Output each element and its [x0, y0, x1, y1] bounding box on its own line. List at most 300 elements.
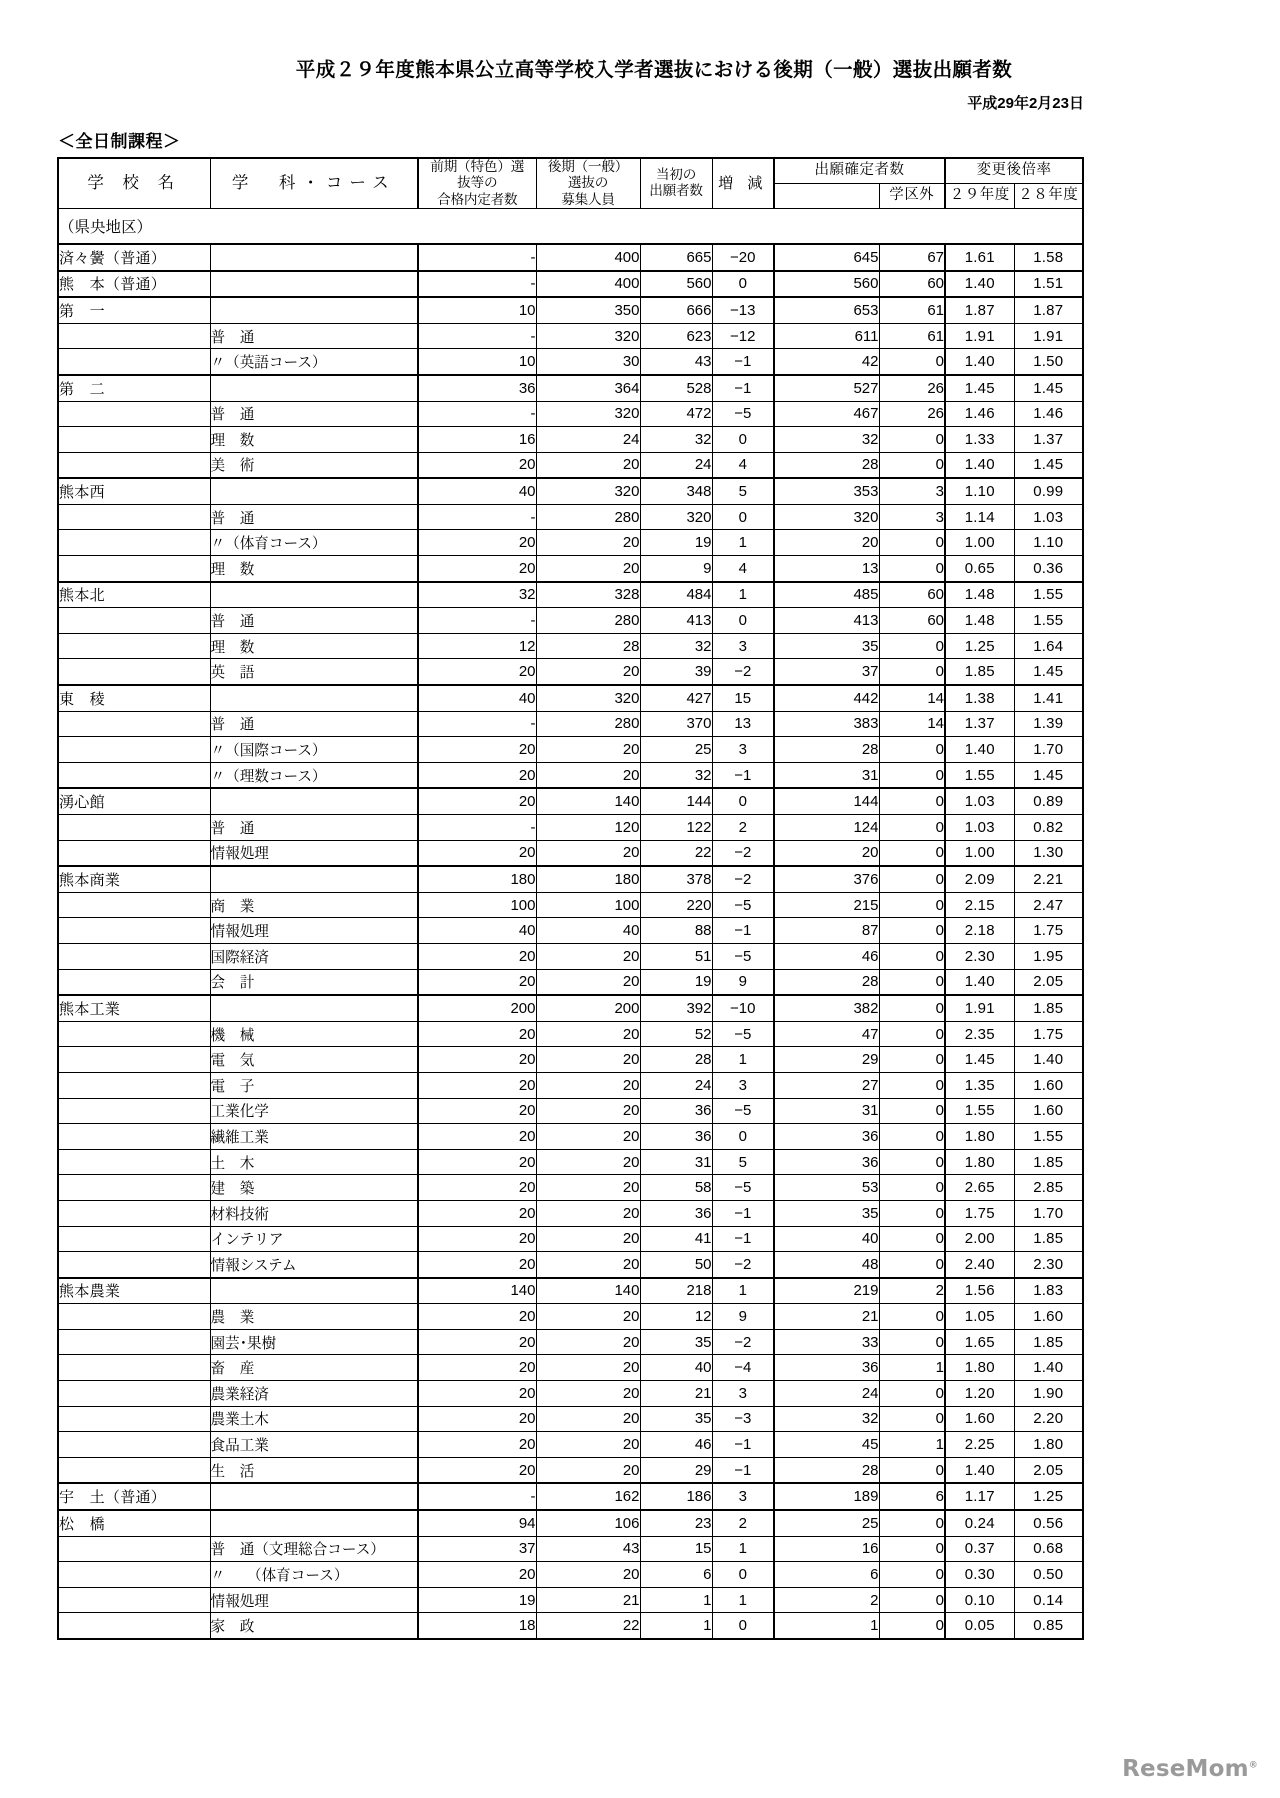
- cell-outside-district: 0: [879, 762, 945, 788]
- cell-confirmed-applicants: 36: [774, 1355, 879, 1381]
- cell-school-name: 熊本商業: [58, 866, 210, 892]
- cell-change: −1: [712, 349, 774, 375]
- cell-confirmed-applicants: 653: [774, 297, 879, 323]
- cell-change: 3: [712, 1483, 774, 1510]
- cell-zenki-admitted: -: [418, 711, 536, 737]
- cell-kouki-capacity: 20: [536, 1047, 640, 1073]
- cell-department: 家 政: [210, 1613, 418, 1639]
- cell-kouki-capacity: 140: [536, 1278, 640, 1304]
- cell-department: 〃（英語コース）: [210, 349, 418, 375]
- cell-department: 〃（体育コース）: [210, 530, 418, 556]
- cell-outside-district: 26: [879, 375, 945, 401]
- cell-ratio-28: 1.85: [1014, 995, 1083, 1021]
- cell-confirmed-applicants: 29: [774, 1047, 879, 1073]
- cell-confirmed-applicants: 28: [774, 1457, 879, 1483]
- cell-confirmed-applicants: 45: [774, 1432, 879, 1458]
- cell-department: 材料技術: [210, 1200, 418, 1226]
- cell-ratio-28: 1.91: [1014, 323, 1083, 349]
- cell-ratio-28: 1.70: [1014, 737, 1083, 763]
- cell-school-name: [58, 1355, 210, 1381]
- table-header: [58, 158, 1083, 208]
- cell-confirmed-applicants: 560: [774, 271, 879, 298]
- cell-initial-applicants: 665: [640, 244, 712, 271]
- cell-change: −3: [712, 1406, 774, 1432]
- cell-outside-district: 60: [879, 271, 945, 298]
- cell-ratio-28: 1.40: [1014, 1047, 1083, 1073]
- table-row-course: [58, 323, 1083, 349]
- cell-department: 普 通: [210, 608, 418, 634]
- cell-change: −1: [712, 762, 774, 788]
- table-row-course: [58, 427, 1083, 453]
- cell-confirmed-applicants: 28: [774, 969, 879, 995]
- cell-department: 工業化学: [210, 1098, 418, 1124]
- cell-ratio-29: 1.61: [945, 244, 1014, 271]
- cell-school-name: 第 一: [58, 297, 210, 323]
- cell-department: [210, 375, 418, 401]
- cell-school-name: [58, 1457, 210, 1483]
- cell-department: [210, 1510, 418, 1536]
- cell-change: −1: [712, 375, 774, 401]
- cell-outside-district: 0: [879, 1381, 945, 1407]
- cell-department: 〃 （体育コース）: [210, 1562, 418, 1588]
- cell-ratio-28: 1.30: [1014, 840, 1083, 866]
- cell-ratio-28: 1.83: [1014, 1278, 1083, 1304]
- cell-initial-applicants: 58: [640, 1175, 712, 1201]
- cell-ratio-28: 1.45: [1014, 762, 1083, 788]
- cell-initial-applicants: 32: [640, 633, 712, 659]
- cell-initial-applicants: 1: [640, 1613, 712, 1639]
- cell-outside-district: 0: [879, 452, 945, 478]
- cell-change: −10: [712, 995, 774, 1021]
- cell-ratio-29: 1.55: [945, 1098, 1014, 1124]
- cell-ratio-29: 1.91: [945, 323, 1014, 349]
- cell-change: 0: [712, 427, 774, 453]
- cell-kouki-capacity: 280: [536, 504, 640, 530]
- cell-outside-district: 0: [879, 1536, 945, 1562]
- cell-outside-district: 0: [879, 1047, 945, 1073]
- cell-change: −5: [712, 892, 774, 918]
- cell-department: 園芸･果樹: [210, 1329, 418, 1355]
- cell-kouki-capacity: 20: [536, 1406, 640, 1432]
- cell-ratio-28: 0.89: [1014, 788, 1083, 814]
- cell-school-name: [58, 1329, 210, 1355]
- cell-ratio-29: 1.00: [945, 530, 1014, 556]
- cell-kouki-capacity: 20: [536, 1562, 640, 1588]
- cell-zenki-admitted: 36: [418, 375, 536, 401]
- cell-ratio-29: 1.60: [945, 1406, 1014, 1432]
- cell-kouki-capacity: 28: [536, 633, 640, 659]
- cell-ratio-28: 1.45: [1014, 659, 1083, 685]
- cell-initial-applicants: 50: [640, 1252, 712, 1278]
- cell-kouki-capacity: 320: [536, 323, 640, 349]
- cell-school-name: [58, 1304, 210, 1330]
- cell-outside-district: 0: [879, 815, 945, 841]
- cell-outside-district: 0: [879, 659, 945, 685]
- cell-department: 農 業: [210, 1304, 418, 1330]
- cell-ratio-28: 0.14: [1014, 1587, 1083, 1613]
- table-row-course: [58, 633, 1083, 659]
- cell-change: 0: [712, 271, 774, 298]
- cell-zenki-admitted: -: [418, 504, 536, 530]
- cell-outside-district: 26: [879, 401, 945, 427]
- cell-school-name: [58, 349, 210, 375]
- cell-initial-applicants: 9: [640, 556, 712, 582]
- table-row-school: [58, 866, 1083, 892]
- cell-change: 9: [712, 1304, 774, 1330]
- cell-kouki-capacity: 20: [536, 1432, 640, 1458]
- cell-initial-applicants: 32: [640, 427, 712, 453]
- cell-department: インテリア: [210, 1226, 418, 1252]
- cell-school-name: [58, 737, 210, 763]
- cell-confirmed-applicants: 33: [774, 1329, 879, 1355]
- cell-department: 生 活: [210, 1457, 418, 1483]
- cell-department: 普 通: [210, 504, 418, 530]
- table-body: [58, 208, 1083, 1639]
- cell-confirmed-applicants: 13: [774, 556, 879, 582]
- cell-confirmed-applicants: 31: [774, 1098, 879, 1124]
- cell-zenki-admitted: 20: [418, 1457, 536, 1483]
- col-header-kouki-line3: 募集人員: [561, 191, 615, 207]
- cell-department: [210, 297, 418, 323]
- cell-zenki-admitted: 40: [418, 685, 536, 711]
- cell-kouki-capacity: 20: [536, 1252, 640, 1278]
- cell-confirmed-applicants: 467: [774, 401, 879, 427]
- cell-confirmed-applicants: 53: [774, 1175, 879, 1201]
- cell-zenki-admitted: 20: [418, 1175, 536, 1201]
- cell-ratio-28: 1.55: [1014, 582, 1083, 608]
- cell-school-name: [58, 1124, 210, 1150]
- cell-zenki-admitted: 20: [418, 1432, 536, 1458]
- cell-school-name: [58, 504, 210, 530]
- table-row-course: [58, 530, 1083, 556]
- cell-outside-district: 0: [879, 349, 945, 375]
- cell-kouki-capacity: 20: [536, 737, 640, 763]
- cell-outside-district: 0: [879, 1098, 945, 1124]
- cell-change: −5: [712, 1098, 774, 1124]
- cell-department: 普 通: [210, 815, 418, 841]
- cell-ratio-28: 2.20: [1014, 1406, 1083, 1432]
- cell-kouki-capacity: 140: [536, 788, 640, 814]
- cell-zenki-admitted: 140: [418, 1278, 536, 1304]
- table-row-course: [58, 762, 1083, 788]
- cell-change: −1: [712, 918, 774, 944]
- cell-initial-applicants: 88: [640, 918, 712, 944]
- table-row-course: [58, 401, 1083, 427]
- cell-zenki-admitted: -: [418, 244, 536, 271]
- cell-initial-applicants: 51: [640, 943, 712, 969]
- cell-outside-district: 0: [879, 892, 945, 918]
- cell-kouki-capacity: 20: [536, 556, 640, 582]
- cell-kouki-capacity: 100: [536, 892, 640, 918]
- cell-zenki-admitted: 20: [418, 840, 536, 866]
- cell-ratio-28: 1.64: [1014, 633, 1083, 659]
- cell-school-name: [58, 892, 210, 918]
- table-row-course: [58, 1098, 1083, 1124]
- cell-zenki-admitted: -: [418, 815, 536, 841]
- table-row-course: [58, 1613, 1083, 1639]
- cell-school-name: 熊本北: [58, 582, 210, 608]
- cell-school-name: 宇 土（普通）: [58, 1483, 210, 1510]
- cell-kouki-capacity: 320: [536, 478, 640, 504]
- cell-department: 会 計: [210, 969, 418, 995]
- cell-change: 13: [712, 711, 774, 737]
- cell-outside-district: 0: [879, 1457, 945, 1483]
- cell-ratio-29: 1.75: [945, 1200, 1014, 1226]
- cell-ratio-28: 0.68: [1014, 1536, 1083, 1562]
- table-row-course: [58, 349, 1083, 375]
- cell-outside-district: 6: [879, 1483, 945, 1510]
- cell-school-name: [58, 1047, 210, 1073]
- cell-confirmed-applicants: 219: [774, 1278, 879, 1304]
- cell-kouki-capacity: 400: [536, 244, 640, 271]
- cell-school-name: [58, 1175, 210, 1201]
- col-header-kouki: [536, 158, 640, 208]
- cell-initial-applicants: 427: [640, 685, 712, 711]
- cell-change: −5: [712, 401, 774, 427]
- cell-school-name: [58, 1562, 210, 1588]
- col-header-change: 増 減: [712, 158, 774, 208]
- cell-department: 建 築: [210, 1175, 418, 1201]
- cell-ratio-28: 1.60: [1014, 1098, 1083, 1124]
- cell-outside-district: 60: [879, 608, 945, 634]
- cell-ratio-29: 1.91: [945, 995, 1014, 1021]
- table-row-course: [58, 1149, 1083, 1175]
- cell-zenki-admitted: 20: [418, 1562, 536, 1588]
- document-page: [0, 54, 1280, 1798]
- cell-change: −2: [712, 1329, 774, 1355]
- cell-kouki-capacity: 20: [536, 762, 640, 788]
- cell-confirmed-applicants: 42: [774, 349, 879, 375]
- applicants-table: [57, 157, 1084, 1640]
- cell-zenki-admitted: 20: [418, 1021, 536, 1047]
- cell-department: [210, 1278, 418, 1304]
- cell-department: 機 械: [210, 1021, 418, 1047]
- cell-change: 0: [712, 504, 774, 530]
- cell-kouki-capacity: 162: [536, 1483, 640, 1510]
- cell-initial-applicants: 484: [640, 582, 712, 608]
- cell-ratio-29: 2.25: [945, 1432, 1014, 1458]
- cell-kouki-capacity: 20: [536, 659, 640, 685]
- cell-ratio-29: 1.80: [945, 1124, 1014, 1150]
- cell-ratio-28: 2.05: [1014, 969, 1083, 995]
- table-row-course: [58, 1226, 1083, 1252]
- cell-ratio-28: 1.45: [1014, 375, 1083, 401]
- cell-confirmed-applicants: 20: [774, 840, 879, 866]
- cell-department: [210, 685, 418, 711]
- cell-initial-applicants: 43: [640, 349, 712, 375]
- col-header-initial-line1: 当初の: [655, 167, 697, 183]
- cell-initial-applicants: 40: [640, 1355, 712, 1381]
- cell-initial-applicants: 413: [640, 608, 712, 634]
- table-row-course: [58, 1304, 1083, 1330]
- cell-kouki-capacity: 180: [536, 866, 640, 892]
- cell-outside-district: 0: [879, 1510, 945, 1536]
- cell-ratio-29: 1.85: [945, 659, 1014, 685]
- cell-department: 普 通: [210, 711, 418, 737]
- cell-outside-district: 0: [879, 633, 945, 659]
- cell-ratio-28: 1.60: [1014, 1304, 1083, 1330]
- cell-confirmed-applicants: 353: [774, 478, 879, 504]
- cell-outside-district: 0: [879, 840, 945, 866]
- table-row-school: [58, 297, 1083, 323]
- cell-school-name: [58, 1587, 210, 1613]
- cell-change: −12: [712, 323, 774, 349]
- table-row-course: [58, 815, 1083, 841]
- cell-zenki-admitted: 20: [418, 556, 536, 582]
- cell-school-name: [58, 401, 210, 427]
- cell-change: 1: [712, 1278, 774, 1304]
- cell-ratio-29: 0.05: [945, 1613, 1014, 1639]
- cell-zenki-admitted: 20: [418, 788, 536, 814]
- cell-department: 農業土木: [210, 1406, 418, 1432]
- table-row-course: [58, 1047, 1083, 1073]
- cell-confirmed-applicants: 32: [774, 427, 879, 453]
- cell-zenki-admitted: 20: [418, 1355, 536, 1381]
- cell-initial-applicants: 220: [640, 892, 712, 918]
- cell-change: −1: [712, 1200, 774, 1226]
- cell-initial-applicants: 21: [640, 1381, 712, 1407]
- cell-ratio-29: 1.20: [945, 1381, 1014, 1407]
- cell-zenki-admitted: 20: [418, 943, 536, 969]
- cell-ratio-29: 2.18: [945, 918, 1014, 944]
- cell-change: 5: [712, 1149, 774, 1175]
- cell-initial-applicants: 19: [640, 969, 712, 995]
- cell-zenki-admitted: 20: [418, 1304, 536, 1330]
- cell-initial-applicants: 370: [640, 711, 712, 737]
- cell-confirmed-applicants: 527: [774, 375, 879, 401]
- cell-department: 繊維工業: [210, 1124, 418, 1150]
- cell-outside-district: 1: [879, 1432, 945, 1458]
- cell-zenki-admitted: 20: [418, 659, 536, 685]
- cell-ratio-28: 1.55: [1014, 1124, 1083, 1150]
- cell-initial-applicants: 378: [640, 866, 712, 892]
- cell-change: −1: [712, 1226, 774, 1252]
- cell-department: 普 通: [210, 323, 418, 349]
- table-row-school: [58, 788, 1083, 814]
- cell-department: [210, 244, 418, 271]
- cell-change: −1: [712, 1457, 774, 1483]
- cell-school-name: [58, 608, 210, 634]
- cell-zenki-admitted: -: [418, 271, 536, 298]
- cell-ratio-29: 2.40: [945, 1252, 1014, 1278]
- cell-school-name: 熊本農業: [58, 1278, 210, 1304]
- page-title: 平成２９年度熊本県公立高等学校入学者選抜における後期（一般）選抜出願者数: [295, 59, 1013, 81]
- cell-change: 0: [712, 608, 774, 634]
- cell-kouki-capacity: 43: [536, 1536, 640, 1562]
- region-label: （県央地区）: [58, 208, 1083, 244]
- cell-school-name: [58, 1226, 210, 1252]
- cell-ratio-28: 1.58: [1014, 244, 1083, 271]
- cell-confirmed-applicants: 189: [774, 1483, 879, 1510]
- cell-confirmed-applicants: 20: [774, 530, 879, 556]
- cell-department: [210, 582, 418, 608]
- cell-zenki-admitted: 19: [418, 1587, 536, 1613]
- cell-change: −1: [712, 1432, 774, 1458]
- cell-confirmed-applicants: 2: [774, 1587, 879, 1613]
- cell-ratio-29: 2.35: [945, 1021, 1014, 1047]
- cell-outside-district: 3: [879, 504, 945, 530]
- cell-ratio-28: 1.39: [1014, 711, 1083, 737]
- table-row-course: [58, 918, 1083, 944]
- cell-zenki-admitted: 20: [418, 530, 536, 556]
- cell-initial-applicants: 52: [640, 1021, 712, 1047]
- col-header-confirmed-group: 出願確定者数: [774, 158, 945, 184]
- cell-zenki-admitted: -: [418, 608, 536, 634]
- cell-kouki-capacity: 400: [536, 271, 640, 298]
- cell-kouki-capacity: 364: [536, 375, 640, 401]
- cell-confirmed-applicants: 47: [774, 1021, 879, 1047]
- cell-outside-district: 0: [879, 1149, 945, 1175]
- cell-outside-district: 0: [879, 943, 945, 969]
- cell-outside-district: 0: [879, 1406, 945, 1432]
- cell-ratio-29: 1.00: [945, 840, 1014, 866]
- cell-school-name: [58, 1613, 210, 1639]
- cell-change: −13: [712, 297, 774, 323]
- cell-department: 食品工業: [210, 1432, 418, 1458]
- table-row-course: [58, 556, 1083, 582]
- cell-department: 〃（国際コース）: [210, 737, 418, 763]
- cell-change: 1: [712, 1536, 774, 1562]
- table-row-course: [58, 1329, 1083, 1355]
- cell-initial-applicants: 24: [640, 452, 712, 478]
- table-row-school: [58, 478, 1083, 504]
- cell-ratio-29: 1.40: [945, 737, 1014, 763]
- cell-zenki-admitted: 20: [418, 1329, 536, 1355]
- cell-ratio-29: 1.55: [945, 762, 1014, 788]
- cell-outside-district: 2: [879, 1278, 945, 1304]
- cell-zenki-admitted: 94: [418, 1510, 536, 1536]
- cell-initial-applicants: 560: [640, 271, 712, 298]
- cell-ratio-28: 0.85: [1014, 1613, 1083, 1639]
- cell-school-name: [58, 1149, 210, 1175]
- cell-school-name: [58, 452, 210, 478]
- table-row-course: [58, 1355, 1083, 1381]
- cell-initial-applicants: 348: [640, 478, 712, 504]
- cell-ratio-29: 0.65: [945, 556, 1014, 582]
- cell-kouki-capacity: 20: [536, 1304, 640, 1330]
- table-row-school: [58, 244, 1083, 271]
- cell-kouki-capacity: 120: [536, 815, 640, 841]
- table-row-course: [58, 1200, 1083, 1226]
- table-row-course: [58, 504, 1083, 530]
- cell-initial-applicants: 623: [640, 323, 712, 349]
- cell-zenki-admitted: 180: [418, 866, 536, 892]
- cell-department: 電 気: [210, 1047, 418, 1073]
- cell-department: 普 通（文理総合コース）: [210, 1536, 418, 1562]
- cell-ratio-29: 1.35: [945, 1072, 1014, 1098]
- col-header-kouki-line2: 選抜の: [567, 175, 609, 191]
- cell-outside-district: 0: [879, 530, 945, 556]
- cell-school-name: [58, 969, 210, 995]
- cell-change: 5: [712, 478, 774, 504]
- table-row-course: [58, 969, 1083, 995]
- cell-school-name: [58, 1381, 210, 1407]
- cell-ratio-29: 2.09: [945, 866, 1014, 892]
- cell-zenki-admitted: -: [418, 1483, 536, 1510]
- cell-kouki-capacity: 280: [536, 711, 640, 737]
- cell-outside-district: 0: [879, 737, 945, 763]
- cell-department: 情報システム: [210, 1252, 418, 1278]
- cell-ratio-28: 1.70: [1014, 1200, 1083, 1226]
- cell-outside-district: 0: [879, 1304, 945, 1330]
- table-row-course: [58, 659, 1083, 685]
- cell-confirmed-applicants: 35: [774, 1200, 879, 1226]
- cell-department: 理 数: [210, 633, 418, 659]
- cell-outside-district: 0: [879, 1613, 945, 1639]
- cell-initial-applicants: 36: [640, 1200, 712, 1226]
- table-row-school: [58, 582, 1083, 608]
- cell-department: 情報処理: [210, 918, 418, 944]
